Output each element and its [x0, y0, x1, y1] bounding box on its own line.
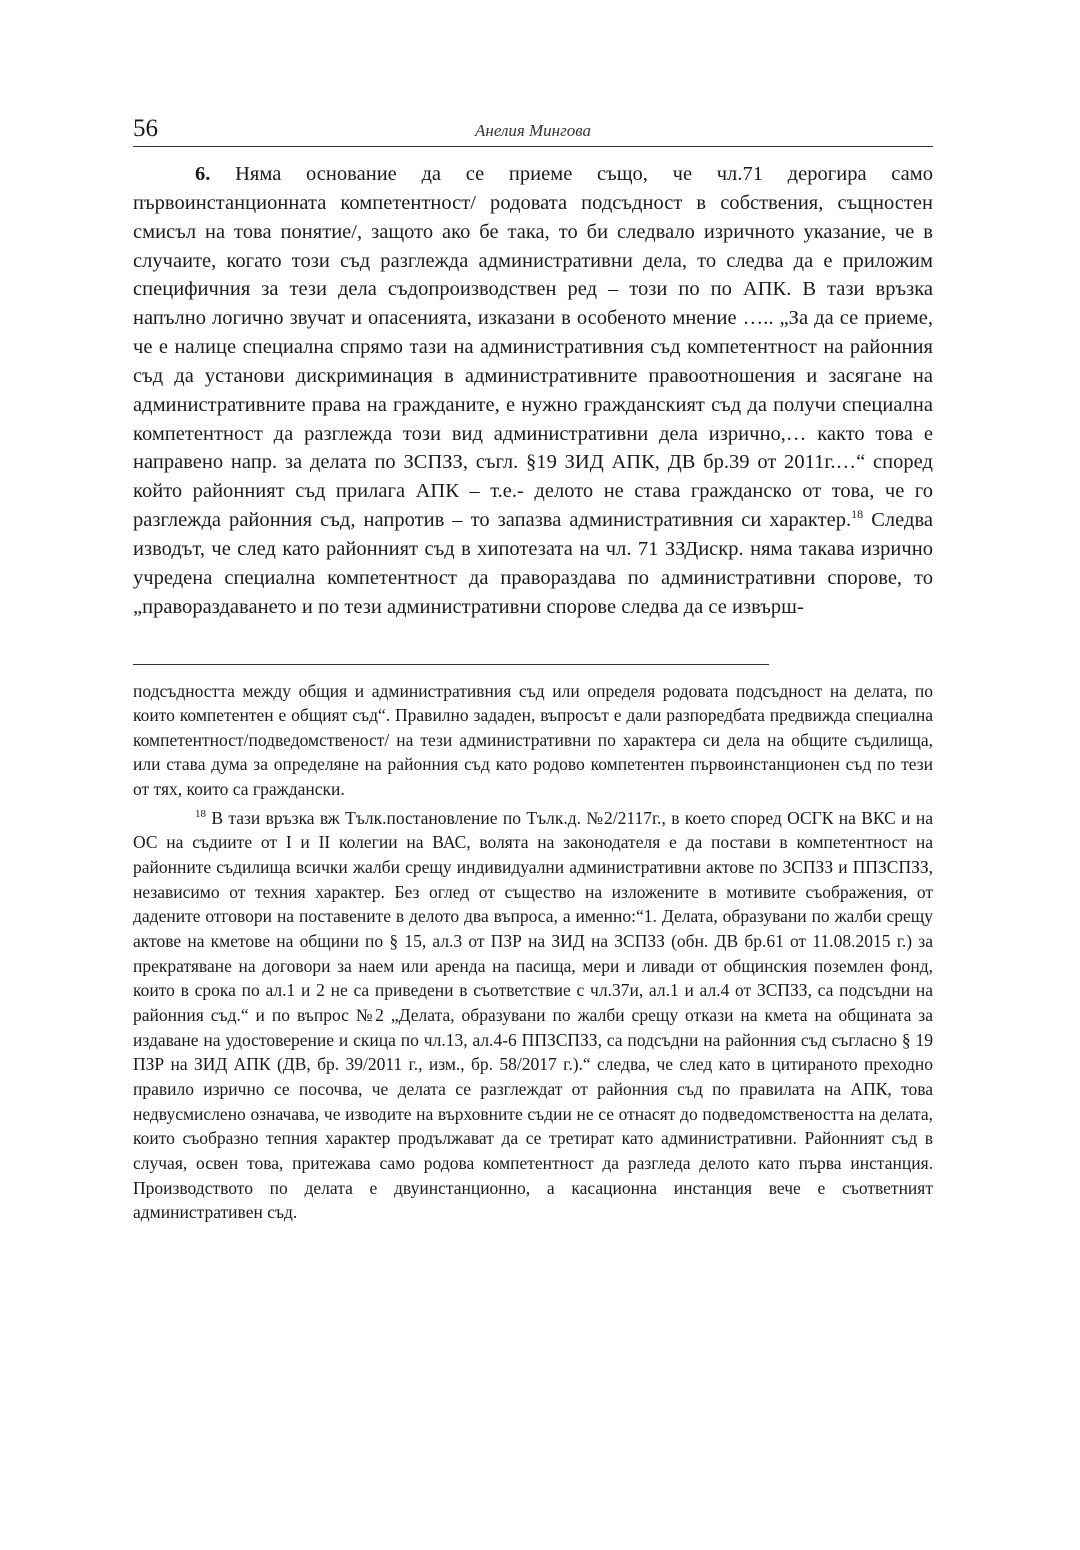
main-text-part-a: Няма основание да се приеме също, че чл.71 дерогира само първоинстанционната компетентност/ родовата подсъдност в собствения, същностен смисъл на това понятие/, защото ако бе така, то би следвало изричното указание, че в случаите, когато този съд разглежда административни дела, то следва да е приложим специфичния за тези дела съдопроизводствен ред – този по по АПК. В тази връзка напълно логично звучат и опасенията, изказани в особеното мнение ….. „За да се приеме, че е налице специална спрямо тази на административния съд компетентност на районния съд да установи дискриминация в административните правоотношения и засягане на административните права на гражданите, е нужно гражданският съд да получи специална компетентност да разглежда този вид административни дела изрично,… както това е направено напр. за делата по ЗСПЗЗ, съгл. §19 ЗИД АПК, ДВ бр.39 от 2011г.…“ според който районният съд прилага АПК – т.е.- делото не става гражданско от това, че го разглежда районния съд, напротив – то запазва административния си характер. [133, 163, 933, 532]
footnote-reference: 18 [851, 507, 864, 522]
main-paragraph [133, 160, 933, 622]
footnote-18-text: В тази връзка вж Тълк.постановление по Тълк.д. №2/2117г., в което според ОСГК на ВКС и на ОС на съдиите от I и II колегии на ВАС, волята на законодателя е да постави в компетентност на районните съдилища всички жалби срещу индивидуални административни актове по ЗСПЗЗ и ППЗСПЗЗ, независимо от техния характер. Без оглед от същество на изложените в мотивите съображения, от дадените отговори на поставените в делото два въпроса, а именно:“1. Делата, образувани по жалби срещу актове на кметове на общини по § 15, ал.3 от ПЗР на ЗИД на ЗСПЗЗ (обн. ДВ бр.61 от 11.08.2015 г.) за прекратяване на договори за наем или аренда на пасища, мери и ливади от общинския поземлен фонд, които в срока по ал.1 и 2 не са приведени в съответствие с чл.37и, ал.1 и ал.4 от ЗСПЗЗ, са подсъдни на районния съд.“ и по въпрос №2 „Делата, образувани по жалби срещу откази на кмета на общината за издаване на удостоверение и скица по чл.13, ал.4-6 ППЗСПЗЗ, са подсъдни на районния съд съгласно § 19 ПЗР на ЗИД АПК (ДВ, бр. 39/2011 г., изм., бр. 58/2017 г.).“ следва, че след като в цитираното преходно правило изрично се посочва, че делата се разглеждат от районния съд по правилата на АПК, това недвусмислено означава, че изводите на върховните съдии не се отнасят до подведомствеността на делата, които съобразно тепния характер продължават да се третират като административни. Районният съд в случая, освен това, притежава само родова компетентност да разгледа делото като първа инстанция. Производството по делата е двуинстанционно, а касационна инстанция вече е съответният административен съд. [133, 807, 933, 1223]
footnote-18-number: 18 [195, 807, 206, 820]
footnote-separator [133, 664, 769, 665]
running-head-author: Анелия Мингова [475, 121, 591, 140]
item-number: 6. [195, 163, 211, 185]
footnotes [133, 679, 933, 1225]
page [133, 112, 933, 1225]
page-number: 56 [133, 115, 158, 142]
page-header [133, 112, 933, 147]
footnote-18 [133, 806, 933, 1225]
footnote-continuation: подсъдността между общия и административния съд или определя родовата подсъдност на делата, по които компетентен е общият съд“. Правилно зададен, въпросът е дали разпоредбата предвижда специална компетентност/подведомственост/ на тези административни по характера си дела на общите съдилища, или става дума за определяне на районния съд като родово компетентен първоинстанционен съд по тези от тях, които са граждански. [133, 680, 933, 800]
main-text-part-b: Следва изводът, че след като районният съд в хипотезата на чл. 71 ЗЗДискр. няма такава изрично учредена специална компетентност да правораздава по административни спорове, то „правораздаването и по тези административни спорове следва да се извърш- [133, 509, 933, 618]
